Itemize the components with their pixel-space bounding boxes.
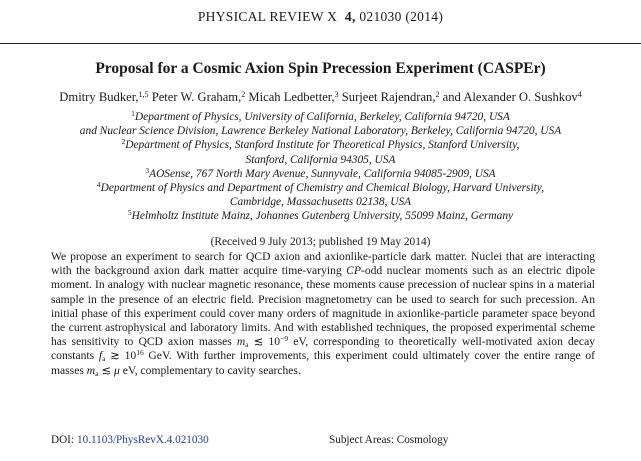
- doi-label: DOI:: [51, 434, 74, 446]
- affiliation: $^3$AOSense, 767 North Mary Avenue, Sunnyvale, California 94085-2909, USA: [145, 165, 496, 180]
- affiliation: $^5$Helmholtz Institute Mainz, Johannes Gutenberg University, 55099 Mainz, Germany: [127, 208, 514, 223]
- author: Dmitry Budker,$^{1,5}$: [59, 90, 149, 104]
- affiliation: and Nuclear Science Division, Lawrence Berkeley National Laboratory, Berkeley, California 94720, USA: [79, 125, 562, 138]
- author: Surjeet Rajendran,$^2$ and: [341, 90, 464, 104]
- subject-areas: Subject Areas: Cosmology: [329, 434, 449, 446]
- journal-citation: 021030 (2014): [359, 9, 444, 24]
- affiliation-list: [0, 110, 641, 224]
- affiliation: $^4$Department of Physics and Department of Chemistry and Chemical Biology, Harvard University,: [96, 180, 545, 195]
- author: Peter W. Graham,$^2$: [151, 90, 246, 104]
- affiliation: Stanford, California 94305, USA: [245, 153, 396, 166]
- affiliation: Cambridge, Massachusetts 02138, USA: [229, 196, 412, 209]
- abstract: We propose an experiment to search for QCD axion and axionlike-particle dark matter. Nuclei that are interacting with the background axion dark matter acquire time-varying CP-odd nuclear moments such as an electric dipole moment. In analogy with nuclear magnetic resonance, these moments cause precession of nuclear spins in a material sample in the presence of an electric field. Precision magnetometry can be used to search for such precession. An initial phase of this experiment could cover many orders of magnitude in axionlike-particle parameter space beyond the current astrophysical and laboratory limits. And with established techniques, the proposed experimental scheme has sensitivity to QCD axion masses $m_a$ ≲ $10^{-9}$ eV, corresponding to theoretically well-motivated axion decay constants $f_a$ ≳ $10^{16}$ GeV. With further improvements, this experiment could ultimately cover the entire range of masses $m_a$ ≲ μ eV, complementary to cavity searches.: [51, 250, 596, 378]
- header-rule: [0, 43, 641, 44]
- author: Micah Ledbetter,$^3$: [248, 90, 339, 104]
- affiliation: $^2$Department of Physics, Stanford Institute for Theoretical Physics, Stanford University,: [121, 137, 520, 152]
- doi-link[interactable]: 10.1103/PhysRevX.4.021030: [77, 434, 209, 446]
- received-dates: (Received 9 July 2013; published 19 May 2014): [210, 236, 431, 248]
- affiliation: $^1$Department of Physics, University of California, Berkeley, California 94720, USA: [131, 109, 510, 123]
- author: Alexander O. Sushkov$^4$: [463, 90, 582, 104]
- paper-title: Proposal for a Cosmic Axion Spin Precession Experiment (CASPEr): [95, 60, 546, 77]
- journal-name: PHYSICAL REVIEW X: [197, 9, 338, 24]
- journal-volume: 4,: [344, 9, 356, 24]
- journal-header: [0, 9, 641, 25]
- footer: [51, 434, 595, 446]
- author-list: [0, 90, 641, 105]
